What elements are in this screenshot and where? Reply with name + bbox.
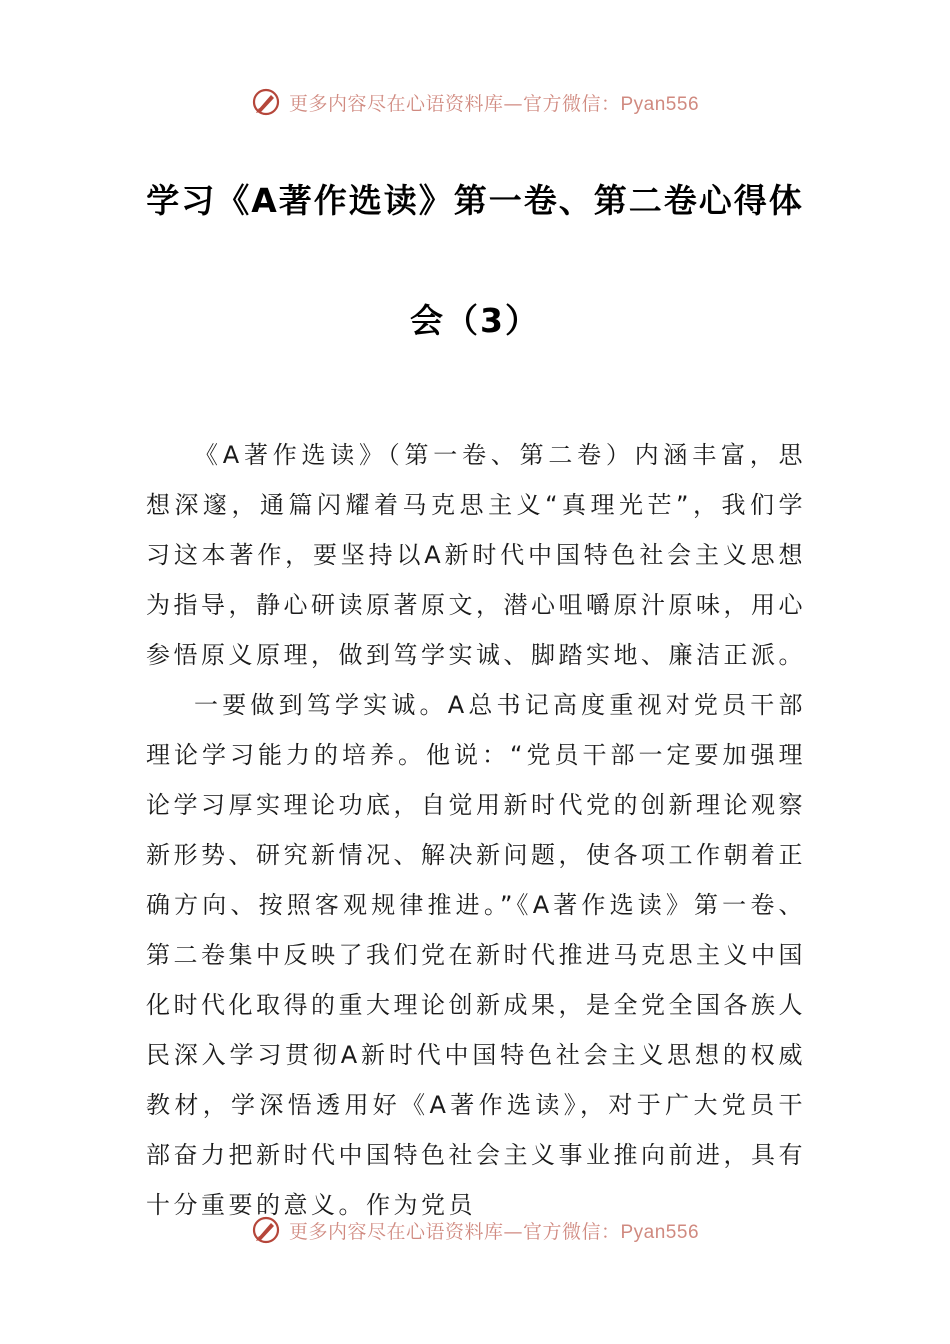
paragraph-2: 一要做到笃学实诚。A总书记高度重视对党员干部理论学习能力的培养。他说：“党员干部一定要加强理论学习厚实理论功底，自觉用新时代党的创新理论观察新形势、研究新情况、解决新问题，使各项工作朝着正确方向、按照客观规律推进。”《A著作选读》第一卷、第二卷集中反映了我们党在新时代推进马克思主义中国化时代化取得的重大理论创新成果，是全党全国各族人民深入学习贯彻A新时代中国特色社会主义思想的权威教材，学深悟透用好《A著作选读》，对于广大党员干部奋力把新时代中国特色社会主义事业推向前进，具有十分重要的意义。作为党员 [146,691,806,1219]
header-banner-text: 更多内容尽在心语资料库—官方微信： [288,92,621,115]
document-title-line1: 学习《A著作选读》第一卷、第二卷心得体 [146,181,804,220]
pen-logo-icon [251,1215,281,1245]
document-body [146,430,806,1230]
paragraph-1: 《A著作选读》（第一卷、第二卷）内涵丰富，思想深邃，通篇闪耀着马克思主义“真理光芒”，我们学习这本著作，要坚持以A新时代中国特色社会主义思想为指导，静心研读原著原文，潜心咀嚼原汁原味，用心参悟原义原理，做到笃学实诚、脚踏实地、廉洁正派。 [146,441,806,669]
footer-banner-text: 更多内容尽在心语资料库—官方微信： [288,1220,621,1243]
pen-logo-icon [251,87,281,117]
footer-wechat-id: Pyan556 [620,1221,700,1243]
header-wechat-id: Pyan556 [620,93,700,115]
document-title-line2: 会（3） [410,301,540,340]
header-banner [0,82,950,122]
footer-banner [0,1210,950,1250]
